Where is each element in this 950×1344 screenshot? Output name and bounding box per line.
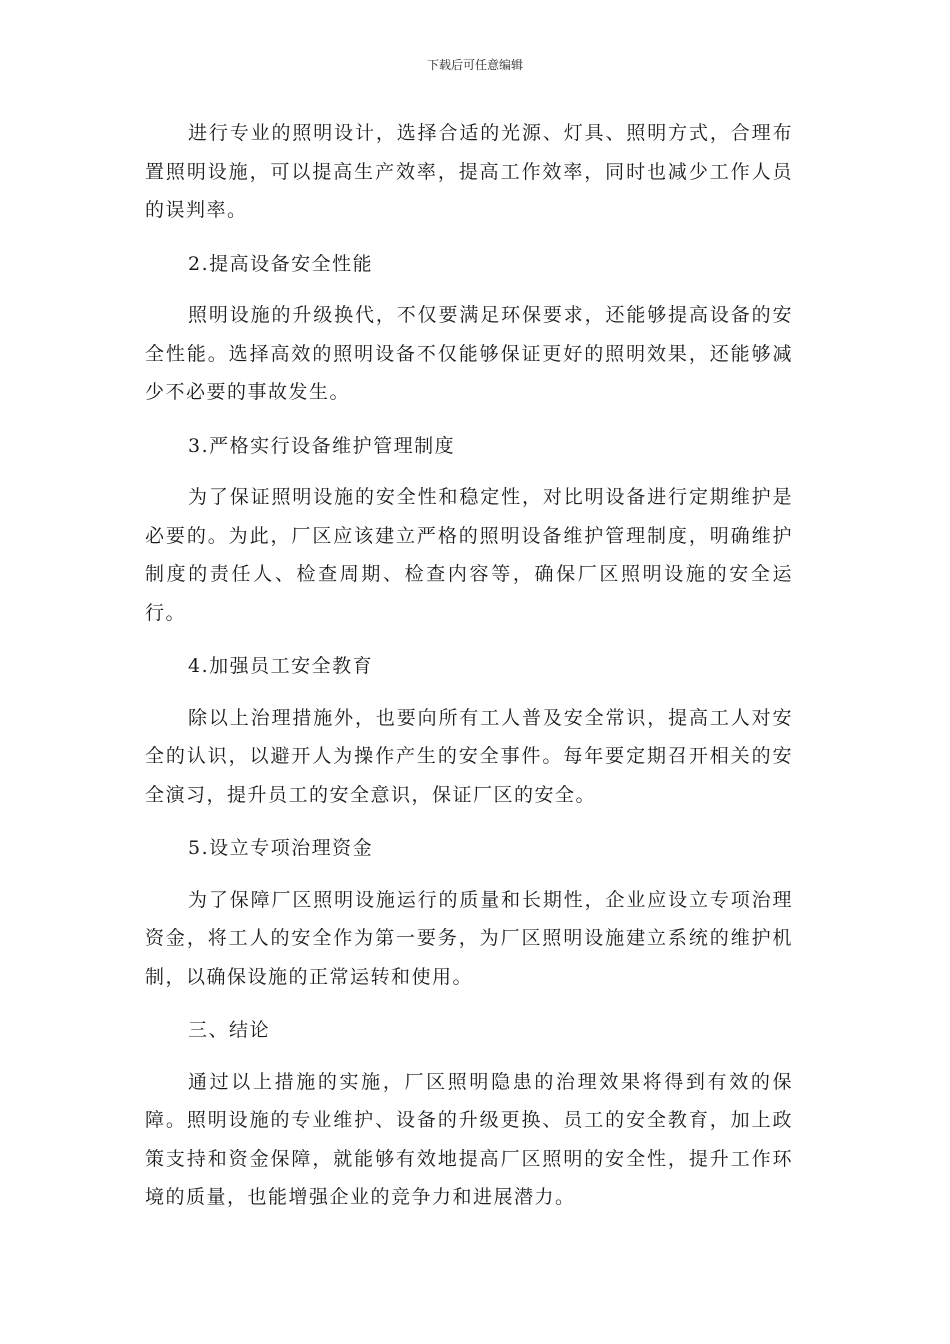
section-heading-4: 4.加强员工安全教育 [188,655,374,677]
section-heading-conclusion: 三、结论 [188,1019,271,1041]
paragraph-intro: 进行专业的照明设计，选择合适的光源、灯具、照明方式，合理布置照明设施，可以提高生产效率，提高工作效率，同时也减少工作人员的误判率。 [145,122,793,221]
paragraph-equipment-safety: 照明设施的升级换代，不仅要满足环保要求，还能够提高设备的安全性能。选择高效的照明设备不仅能够保证更好的照明效果，还能够减少不必要的事故发生。 [145,304,793,403]
section-heading-2: 2.提高设备安全性能 [188,252,374,275]
paragraph-education: 除以上治理措施外，也要向所有工人普及安全常识，提高工人对安全的认识，以避开人为操作产生的安全事件。每年要定期召开相关的安全演习，提升员工的安全意识，保证厂区的安全。 [145,706,793,806]
paragraph-funding: 为了保障厂区照明设施运行的质量和长期性，企业应设立专项治理资金，将工人的安全作为第一要务，为厂区照明设施建立系统的维护机制，以确保设施的正常运转和使用。 [145,888,793,988]
paragraph-conclusion: 通过以上措施的实施，厂区照明隐患的治理效果将得到有效的保障。照明设施的专业维护、设备的升级更换、员工的安全教育，加上政策支持和资金保障，就能够有效地提高厂区照明的安全性，提升工作环境的质量，也能增强企业的竞争力和进展潜力。 [145,1070,793,1208]
section-heading-5: 5.设立专项治理资金 [188,837,374,859]
page-header: 下载后可任意编辑 [426,58,523,72]
paragraph-maintenance: 为了保证照明设施的安全性和稳定性，对比明设备进行定期维护是必要的。为此，厂区应该建立严格的照明设备维护管理制度，明确维护制度的责任人、检查周期、检查内容等，确保厂区照明设施的安全运行。 [145,486,793,624]
section-heading-3: 3.严格实行设备维护管理制度 [188,434,456,457]
document-body [145,114,793,1217]
